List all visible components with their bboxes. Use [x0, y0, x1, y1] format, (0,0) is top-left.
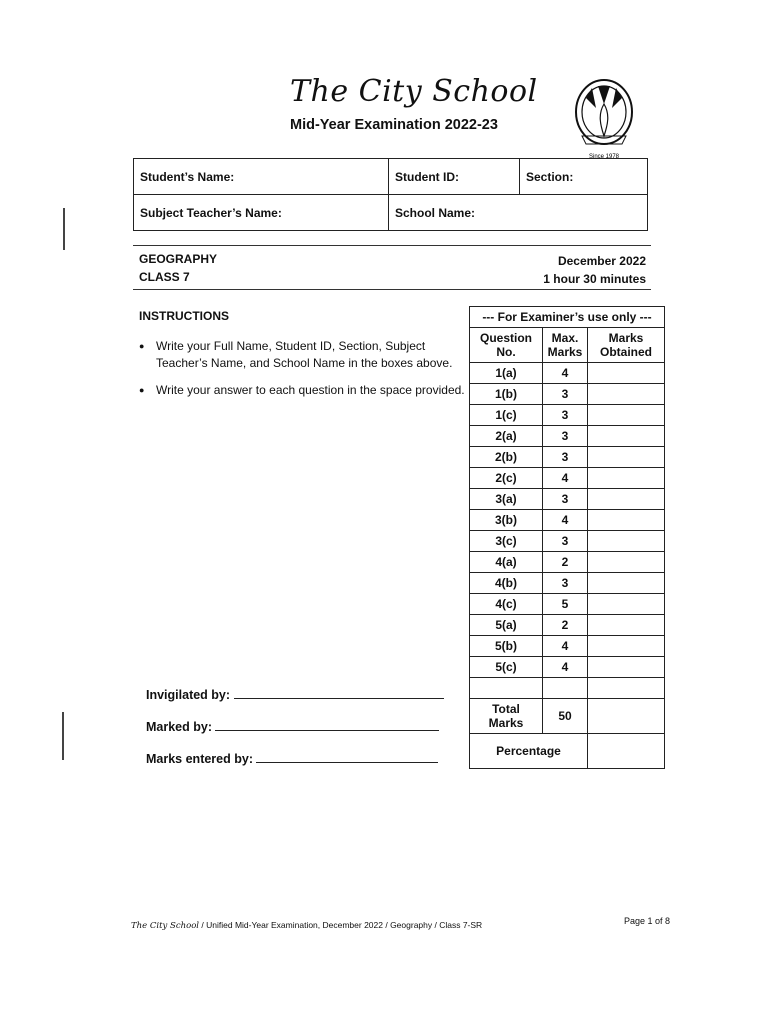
invigilated-by-row	[146, 686, 444, 702]
marks-row	[470, 363, 665, 384]
col-obtained-header: Marks Obtained	[588, 328, 665, 363]
blank-cell[interactable]	[588, 678, 665, 699]
question-number: 4(b)	[470, 573, 543, 594]
marks-row	[470, 426, 665, 447]
max-marks: 4	[543, 510, 588, 531]
marks-obtained-cell[interactable]	[588, 657, 665, 678]
marks-obtained-cell[interactable]	[588, 552, 665, 573]
percentage-cell[interactable]	[588, 734, 665, 769]
exam-duration: 1 hour 30 minutes	[543, 272, 646, 286]
exam-date: December 2022	[557, 254, 646, 268]
section-field[interactable]	[520, 159, 648, 195]
marks-obtained-cell[interactable]	[588, 636, 665, 657]
marks-row	[470, 531, 665, 552]
max-marks: 3	[543, 426, 588, 447]
col-max-header: Max. Marks	[543, 328, 588, 363]
subject-block	[139, 250, 217, 286]
scan-mark	[62, 712, 64, 760]
max-marks: 5	[543, 594, 588, 615]
teacher-name-field[interactable]	[134, 195, 389, 231]
max-marks: 3	[543, 573, 588, 594]
student-id-field[interactable]	[389, 159, 520, 195]
student-name-label: Student’s Name:	[140, 169, 235, 184]
school-name-label: School Name:	[395, 205, 476, 220]
max-marks: 2	[543, 552, 588, 573]
question-number: 2(c)	[470, 468, 543, 489]
footer-exam-info: / Unified Mid-Year Examination, December 2022 / Geography / Class 7-SR	[201, 920, 483, 930]
exam-title: Mid-Year Examination 2022-23	[290, 117, 498, 133]
marks-row	[470, 447, 665, 468]
teacher-name-label: Subject Teacher’s Name:	[140, 205, 282, 220]
scan-mark	[63, 208, 65, 250]
exam-date-block	[543, 252, 646, 288]
marks-obtained-cell[interactable]	[588, 531, 665, 552]
marks-obtained-cell[interactable]	[588, 405, 665, 426]
question-number: 3(b)	[470, 510, 543, 531]
marks-row	[470, 489, 665, 510]
marks-obtained-cell[interactable]	[588, 510, 665, 531]
question-number: 4(c)	[470, 594, 543, 615]
question-number: 2(b)	[470, 447, 543, 468]
page-number: Page 1 of 8	[624, 916, 671, 926]
max-marks: 3	[543, 531, 588, 552]
question-number: 3(c)	[470, 531, 543, 552]
marks-obtained-cell[interactable]	[588, 573, 665, 594]
marks-row	[470, 636, 665, 657]
instructions-heading: INSTRUCTIONS	[139, 309, 229, 323]
divider-top	[133, 245, 651, 246]
col-question-header: Question No.	[470, 328, 543, 363]
instruction-item: ● Write your answer to each question in the space provided.	[156, 382, 466, 399]
footer-text	[131, 920, 482, 931]
footer-school-script: The City School	[131, 921, 200, 931]
question-number: 1(c)	[470, 405, 543, 426]
question-number: 5(a)	[470, 615, 543, 636]
marks-obtained-cell[interactable]	[588, 363, 665, 384]
section-label: Section:	[526, 169, 574, 184]
marks-entered-label: Marks entered by:	[146, 752, 253, 766]
student-name-field[interactable]	[134, 159, 389, 195]
max-marks: 3	[543, 489, 588, 510]
marks-row	[470, 594, 665, 615]
examiner-table-title: --- For Examiner’s use only ---	[470, 307, 665, 328]
max-marks: 4	[543, 468, 588, 489]
marked-by-label: Marked by:	[146, 720, 212, 734]
school-name-field[interactable]	[389, 195, 648, 231]
marks-row	[470, 552, 665, 573]
blank-cell	[543, 678, 588, 699]
subject-name: GEOGRAPHY	[139, 252, 218, 266]
question-number: 1(a)	[470, 363, 543, 384]
crest-since-text: Since 1978	[588, 154, 620, 160]
question-number: 1(b)	[470, 384, 543, 405]
marks-row	[470, 510, 665, 531]
examiner-marks-table	[469, 306, 665, 769]
percentage-label: Percentage	[470, 734, 588, 769]
max-marks: 4	[543, 657, 588, 678]
invigilated-by-line[interactable]	[234, 686, 444, 699]
marks-row	[470, 468, 665, 489]
marked-by-row	[146, 718, 439, 734]
marks-obtained-cell[interactable]	[588, 384, 665, 405]
marks-entered-row	[146, 750, 438, 766]
marks-row	[470, 384, 665, 405]
max-marks: 2	[543, 615, 588, 636]
question-number: 3(a)	[470, 489, 543, 510]
marked-by-line[interactable]	[215, 718, 439, 731]
instructions-list	[139, 338, 466, 409]
marks-obtained-cell[interactable]	[588, 594, 665, 615]
max-marks: 3	[543, 405, 588, 426]
blank-cell	[470, 678, 543, 699]
question-number: 5(c)	[470, 657, 543, 678]
marks-obtained-cell[interactable]	[588, 447, 665, 468]
question-number: 2(a)	[470, 426, 543, 447]
marks-row	[470, 573, 665, 594]
marks-row	[470, 405, 665, 426]
marks-obtained-cell[interactable]	[588, 426, 665, 447]
subject-class: CLASS 7	[139, 270, 190, 284]
marks-row	[470, 615, 665, 636]
total-value: 50	[543, 699, 588, 734]
student-id-label: Student ID:	[395, 169, 459, 184]
max-marks: 3	[543, 384, 588, 405]
marks-row	[470, 657, 665, 678]
marks-entered-line[interactable]	[256, 750, 438, 763]
total-label: Total Marks	[470, 699, 543, 734]
student-info-table	[133, 158, 648, 231]
divider-bottom	[133, 289, 651, 290]
school-crest-icon	[574, 78, 634, 160]
question-number: 5(b)	[470, 636, 543, 657]
total-obtained-cell[interactable]	[588, 699, 665, 734]
school-logo-title: The City School	[290, 74, 538, 109]
marks-obtained-cell[interactable]	[588, 468, 665, 489]
max-marks: 4	[543, 363, 588, 384]
marks-obtained-cell[interactable]	[588, 489, 665, 510]
invigilated-by-label: Invigilated by:	[146, 688, 231, 702]
max-marks: 4	[543, 636, 588, 657]
marks-obtained-cell[interactable]	[588, 615, 665, 636]
question-number: 4(a)	[470, 552, 543, 573]
max-marks: 3	[543, 447, 588, 468]
instruction-item: ● Write your Full Name, Student ID, Section, Subject Teacher’s Name, and School Name in the boxes above.	[156, 338, 466, 372]
